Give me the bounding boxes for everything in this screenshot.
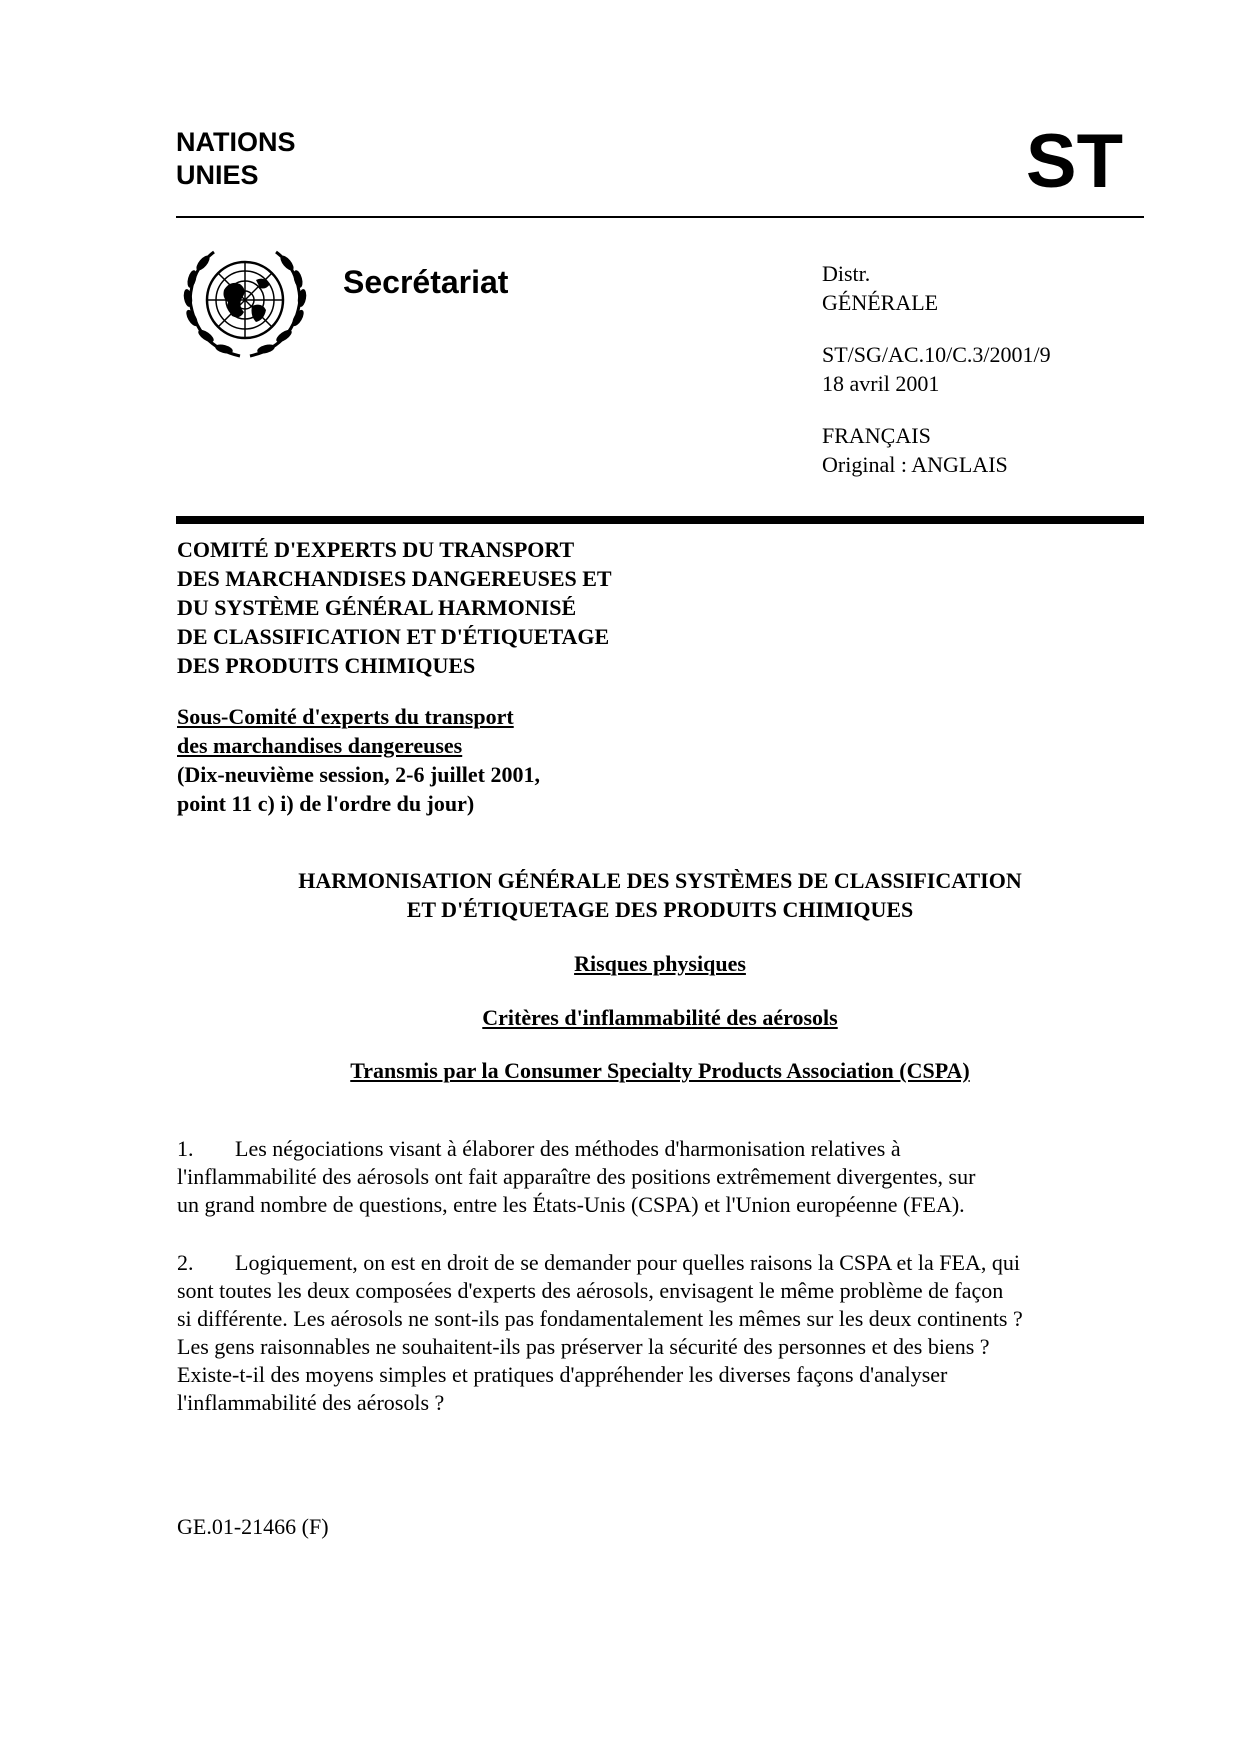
paragraph-1 — [177, 1135, 975, 1219]
committee-line: DES MARCHANDISES DANGEREUSES ET — [177, 566, 612, 591]
distribution-block — [822, 259, 1051, 479]
org-name — [176, 126, 296, 192]
subcommittee-name-line: des marchandises dangereuses — [177, 733, 463, 758]
subtitle-transmis — [176, 1056, 1144, 1085]
document-series-symbol: ST — [1025, 119, 1123, 204]
committee-line: DU SYSTÈME GÉNÉRAL HARMONISÉ — [177, 595, 577, 620]
session-line: point 11 c) i) de l'ordre du jour) — [177, 791, 475, 816]
committee-line: COMITÉ D'EXPERTS DU TRANSPORT — [177, 537, 575, 562]
paragraph-line: l'inflammabilité des aérosols ont fait apparaître des positions extrêmement divergentes, sur — [177, 1164, 976, 1189]
subtitle-criteres — [176, 1003, 1144, 1032]
paragraph-number: 2. — [177, 1250, 194, 1275]
paragraph-line: Existe-t-il des moyens simples et pratiques d'appréhender les diverses façons d'analyser — [177, 1362, 948, 1387]
paragraph-number: 1. — [177, 1136, 194, 1161]
org-name-line1: NATIONS — [176, 127, 296, 157]
document-title — [176, 866, 1144, 924]
subtitle-text: Risques physiques — [574, 951, 746, 976]
document-symbol: ST/SG/AC.10/C.3/2001/9 — [822, 342, 1051, 367]
title-line: ET D'ÉTIQUETAGE DES PRODUITS CHIMIQUES — [406, 897, 914, 922]
title-line: HARMONISATION GÉNÉRALE DES SYSTÈMES DE CLASSIFICATION — [298, 868, 1022, 893]
subcommittee-name-line: Sous-Comité d'experts du transport — [177, 704, 514, 729]
committee-name — [177, 535, 612, 680]
committee-line: DES PRODUITS CHIMIQUES — [177, 653, 476, 678]
subtitle-text: Transmis par la Consumer Specialty Products Association (CSPA) — [350, 1058, 970, 1083]
header-divider — [176, 216, 1144, 218]
subtitle-text: Critères d'inflammabilité des aérosols — [482, 1005, 838, 1030]
paragraph-line: si différente. Les aérosols ne sont-ils pas fondamentalement les mêmes sur les deux continents ? — [177, 1306, 1023, 1331]
issuing-body-label: Secrétariat — [343, 264, 509, 300]
paragraph-line: l'inflammabilité des aérosols ? — [177, 1390, 445, 1415]
subcommittee-block — [177, 702, 540, 818]
session-line: (Dix-neuvième session, 2-6 juillet 2001, — [177, 762, 540, 787]
original-language: Original : ANGLAIS — [822, 452, 1008, 477]
paragraph-line: Logiquement, on est en droit de se demander pour quelles raisons la CSPA et la FEA, qui — [235, 1250, 1020, 1275]
document-date: 18 avril 2001 — [822, 371, 940, 396]
job-number: GE.01-21466 (F) — [177, 1514, 329, 1539]
paragraph-2 — [177, 1249, 1023, 1417]
org-name-line2: UNIES — [176, 160, 259, 190]
distr-label: Distr. — [822, 261, 871, 286]
subtitle-risques — [176, 949, 1144, 978]
section-divider — [176, 516, 1144, 524]
paragraph-line: Les gens raisonnables ne souhaitent-ils pas préserver la sécurité des personnes et des biens ? — [177, 1334, 990, 1359]
committee-line: DE CLASSIFICATION ET D'ÉTIQUETAGE — [177, 624, 610, 649]
document-language: FRANÇAIS — [822, 423, 931, 448]
distr-value: GÉNÉRALE — [822, 290, 939, 315]
un-emblem-icon — [178, 246, 312, 362]
paragraph-line: un grand nombre de questions, entre les États-Unis (CSPA) et l'Union européenne (FEA). — [177, 1192, 965, 1217]
paragraph-line: sont toutes les deux composées d'experts des aérosols, envisagent le même problème de façon — [177, 1278, 1004, 1303]
paragraph-line: Les négociations visant à élaborer des méthodes d'harmonisation relatives à — [235, 1136, 901, 1161]
